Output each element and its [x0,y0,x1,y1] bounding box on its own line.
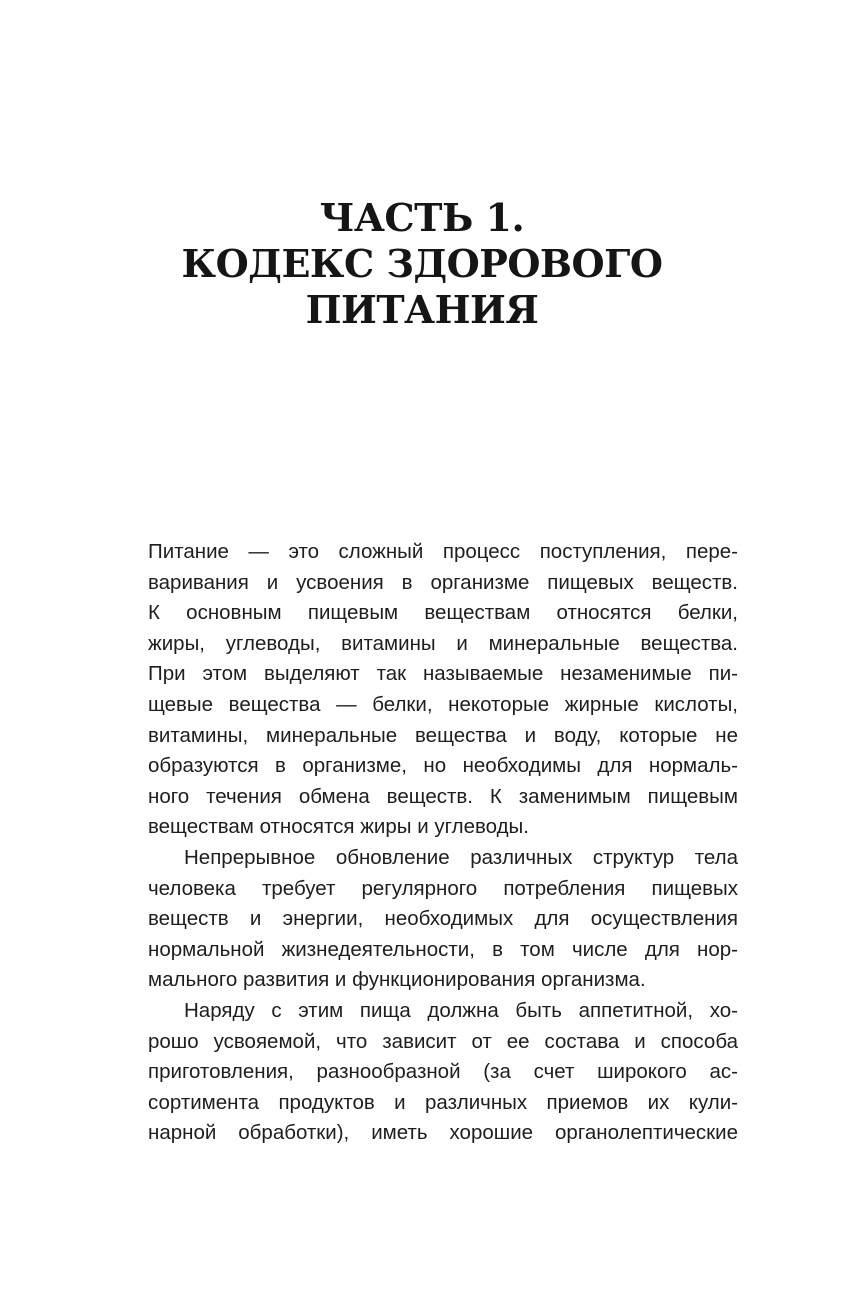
text-line: человека требует регулярного потребления пищевых [148,876,738,900]
text-line: При этом выделяют так называемые незаменимые пи- [148,662,738,686]
text-line: рошо усвояемой, что зависит от ее состава и способа [148,1029,738,1053]
text-line: нарной обработки), иметь хорошие органолептические [148,1121,738,1145]
paragraph-2 [148,843,738,996]
text-line: мального развития и функционирования организма. [148,968,646,992]
text-line: сортимента продуктов и различных приемов их кули- [148,1090,738,1114]
text-line: веществам относятся жиры и углеводы. [148,815,529,839]
text-line: Непрерывное обновление различных структур тела [184,845,738,869]
text-line: варивания и усвоения в организме пищевых веществ. [148,570,738,594]
body-text [148,537,738,1149]
text-line: витамины, минеральные вещества и воду, которые не [148,723,738,747]
paragraph-1 [148,537,738,843]
chapter-title-line: ЧАСТЬ 1. [319,195,525,240]
text-line: щевые вещества — белки, некоторые жирные кислоты, [148,692,738,716]
text-line: Наряду с этим пища должна быть аппетитной, хо- [184,998,738,1022]
text-line: образуются в организме, но необходимы для нормаль- [148,754,738,778]
chapter-title-line: КОДЕКС ЗДОРОВОГО [181,241,663,286]
text-line: нормальной жизнедеятельности, в том числе для нор- [148,937,738,961]
text-line: приготовления, разнообразной (за счет широкого ас- [148,1060,738,1084]
chapter-title-line: ПИТАНИЯ [305,287,539,332]
text-line: Питание — это сложный процесс поступления, пере- [148,540,738,563]
text-line: К основным пищевым веществам относятся белки, [148,601,738,625]
text-line: веществ и энергии, необходимых для осуществления [148,907,738,931]
text-line: жиры, углеводы, витамины и минеральные вещества. [148,631,738,655]
chapter-title [0,195,844,333]
paragraph-3 [148,996,738,1149]
text-line: ного течения обмена веществ. К заменимым пищевым [148,784,738,808]
